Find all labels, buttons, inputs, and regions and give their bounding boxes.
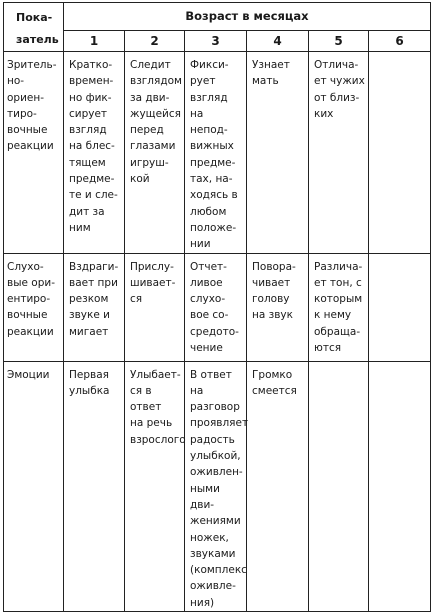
age-header: Возраст в месяцах <box>64 3 431 31</box>
month-1: 1 <box>64 30 125 51</box>
header-row <box>4 3 431 31</box>
cell-auditory-m5: Различа- ет тон, с которым к нему обраща- ются <box>309 253 369 361</box>
cell-emotions-m5 <box>309 361 369 611</box>
cell-visual-m6 <box>369 52 431 254</box>
month-2: 2 <box>125 30 185 51</box>
table-row-auditory <box>4 253 431 361</box>
cell-emotions-m1: Первая улыбка <box>64 361 125 611</box>
cell-visual-m4: Узнает мать <box>247 52 309 254</box>
indicator-visual: Зритель- но-ориен- тиро- вочные реакции <box>4 52 64 254</box>
indicator-header-line2: затель <box>16 33 59 46</box>
table-row-emotions <box>4 361 431 611</box>
cell-emotions-m6 <box>369 361 431 611</box>
cell-auditory-m3: Отчет- ливое слухо- вое со- средото- чение <box>185 253 247 361</box>
cell-visual-m1: Кратко- времен- но фик- сирует взгляд на блес- тящем предме- те и сле- дит за ним <box>64 52 125 254</box>
indicator-auditory: Слухо- вые ори- ентиро- вочные реакции <box>4 253 64 361</box>
cell-visual-m2: Следит взглядом за дви- жущейся перед глазами игруш- кой <box>125 52 185 254</box>
month-6: 6 <box>369 30 431 51</box>
month-3: 3 <box>185 30 247 51</box>
cell-auditory-m2: Прислу- шивает- ся <box>125 253 185 361</box>
indicator-emotions: Эмоции <box>4 361 64 611</box>
indicator-header-line1: Пока- <box>16 11 53 24</box>
month-4: 4 <box>247 30 309 51</box>
cell-visual-m3: Фикси- рует взгляд на непод- вижных предме- тах, на- ходясь в любом положе- нии <box>185 52 247 254</box>
indicator-header <box>4 3 64 52</box>
cell-auditory-m6 <box>369 253 431 361</box>
cell-emotions-m4: Громко смеется <box>247 361 309 611</box>
cell-emotions-m3: В ответ на разговор проявляет радость улыбкой, оживлен- ными дви- жениями ножек, звуками (комплекс оживле- ния) <box>185 361 247 611</box>
month-numbers-row <box>4 30 431 51</box>
month-5: 5 <box>309 30 369 51</box>
cell-auditory-m4: Повора- чивает голову на звук <box>247 253 309 361</box>
table-row-visual <box>4 52 431 254</box>
cell-emotions-m2: Улыбает- ся в ответ на речь взрослого <box>125 361 185 611</box>
development-table <box>3 2 431 612</box>
cell-visual-m5: Отлича- ет чужих от близ- ких <box>309 52 369 254</box>
cell-auditory-m1: Вздраги- вает при резком звуке и мигает <box>64 253 125 361</box>
